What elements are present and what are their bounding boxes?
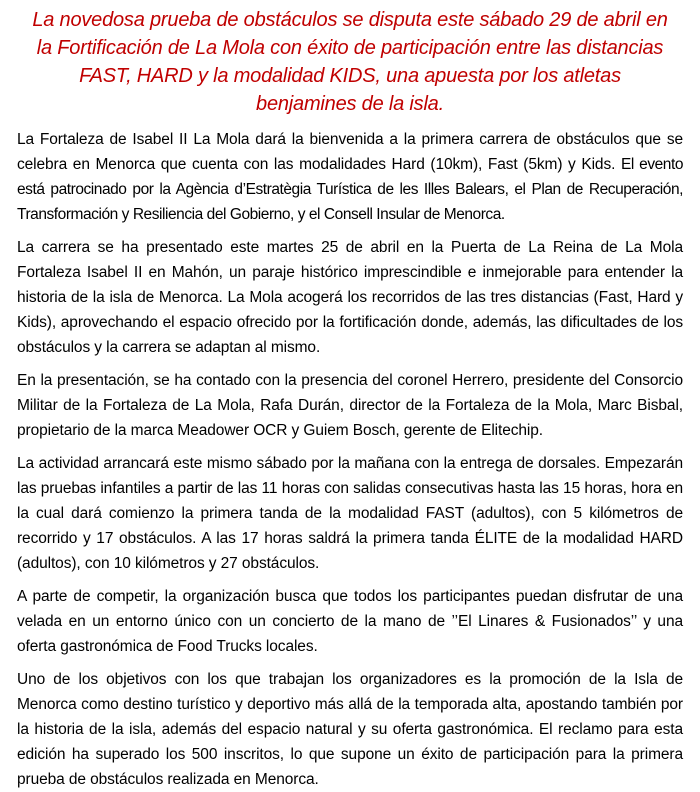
paragraph-attendees: En la presentación, se ha contado con la presencia del coronel Herrero, presidente del Consorcio Militar de la Fortaleza de La Mola, Rafa Durán, director de la Fortaleza de la Mola, Marc Bisbal, propietario de la marca Meadower OCR y Guiem Bosch, gerente de Elitechip.	[17, 372, 683, 439]
paragraph-intro-sponsors: El evento está patrocinado por la Agència d’Estratègia Turística de les Illes Balears, el Plan de Recuperación, Transformación y Resiliencia del Gobierno, y el Consell Insular de Menorca.	[17, 156, 683, 223]
paragraph-intro-lead: La Fortaleza de Isabel II La Mola dará la bienvenida a la primera carrera de obstáculos que se celebra en Menorca que cuenta con las modalidades Hard (10km), Fast (5km) y Kids.	[17, 131, 683, 173]
paragraph-presentation: La carrera se ha presentado este martes 25 de abril en la Puerta de La Reina de La Mola Fortaleza Isabel II en Mahón, un paraje histórico imprescindible e inmejorable para entender la historia de la isla de Menorca. La Mola acogerá los recorridos de las tres distancias (Fast, Hard y Kids), aprovechando el espacio ofrecido por la fortificación donde, además, las dificultades de los obstáculos y la carrera se adaptan al mismo.	[17, 239, 683, 356]
paragraph-entertainment: A parte de competir, la organización busca que todos los participantes puedan disfrutar de una velada en un entorno único con un concierto de la mano de ’’El Linares & Fusionados’’ y una oferta gastronómica de Food Trucks locales.	[17, 588, 683, 655]
article-headline: La novedosa prueba de obstáculos se disputa este sábado 29 de abril en la Fortificación de La Mola con éxito de participación entre las distancias FAST, HARD y la modalidad KIDS, una apuesta por los atletas benjamines de la isla.	[32, 9, 668, 115]
paragraph-goals: Uno de los objetivos con los que trabajan los organizadores es la promoción de la Isla de Menorca como destino turístico y deportivo más allá de la temporada alta, apostando también por la historia de la isla, además del espacio natural y su oferta gastronómica. El reclamo para esta edición ha superado los 500 inscritos, lo que supone un éxito de participación para la primera prueba de obstáculos realizada en Menorca.	[17, 671, 683, 788]
paragraph-intro	[17, 127, 683, 227]
paragraph-schedule: La actividad arrancará este mismo sábado por la mañana con la entrega de dorsales. Empezarán las pruebas infantiles a partir de las 11 horas con salidas consecutivas hasta las 15 horas, hora en la cual dará comienzo la primera tanda de la modalidad FAST (adultos), con 5 kilómetros de recorrido y 17 obstáculos. A las 17 horas saldrá la primera tanda ÉLITE de la modalidad HARD (adultos), con 10 kilómetros y 27 obstáculos.	[17, 455, 683, 572]
